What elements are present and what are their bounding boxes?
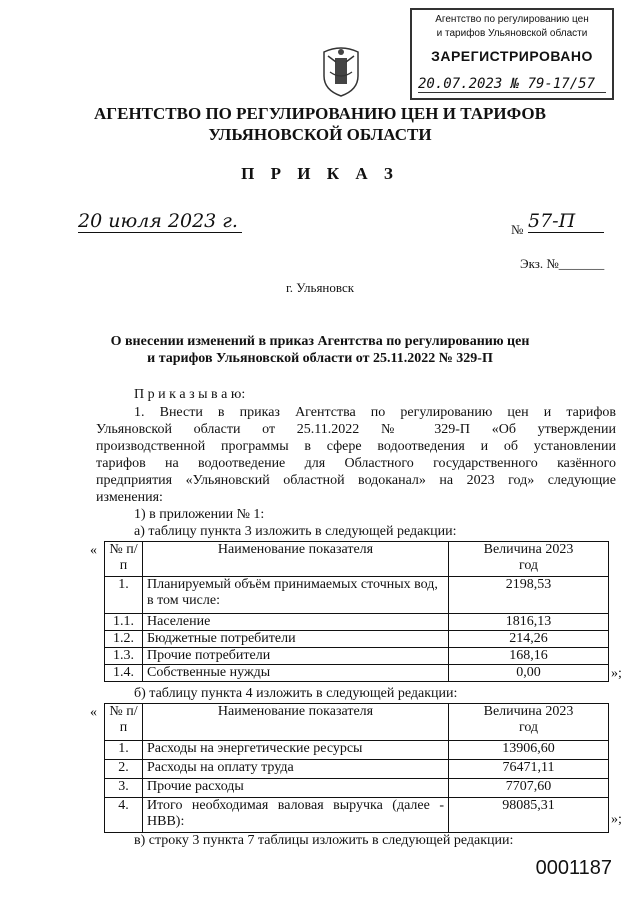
stamp-reg-number: 20.07.2023 № 79-17/57	[418, 76, 606, 93]
item-c: в) строку 3 пункта 7 таблицы изложить в следующей редакции:	[134, 833, 514, 848]
item-1: 1) в приложении № 1:	[134, 507, 265, 522]
para1-line1: 1. Внести в приказ Агентства по регулированию цен и тарифов	[134, 405, 616, 420]
table-cell: Прочие расходы	[143, 779, 449, 798]
table-cell: Бюджетные потребители	[143, 631, 449, 648]
stamp-status: ЗАРЕГИСТРИРОВАНО	[431, 48, 593, 64]
item-b: б) таблицу пункта 4 изложить в следующей редакции:	[134, 686, 458, 701]
subject-line1: О внесении изменений в приказ Агентства по регулированию цен	[110, 334, 530, 349]
city: г. Ульяновск	[285, 280, 355, 295]
table-cell: 1.3.	[105, 648, 143, 665]
para1-line4: тарифов на водоотведение для Областного государственного казённого	[96, 456, 616, 471]
para1-last: изменения:	[96, 490, 163, 505]
table-cell: 1.1.	[105, 614, 143, 631]
table-cell: 7707,60	[449, 779, 609, 798]
quote-open-2: «	[90, 705, 97, 720]
table1-header-num: № п/п	[105, 542, 143, 577]
stamp-line2: и тарифов Ульяновской области	[436, 28, 588, 39]
table-cell: Прочие потребители	[143, 648, 449, 665]
document-serial-number: 0001187	[535, 857, 612, 879]
table-cell: Итого необходимая валовая выручка (далее - НВВ):	[143, 798, 449, 833]
agency-title-line2: УЛЬЯНОВСКОЙ ОБЛАСТИ	[208, 125, 432, 144]
table-cell: 0,00	[449, 665, 609, 682]
table-cell: 76471,11	[449, 760, 609, 779]
table2-header-value: Величина 2023 год	[449, 704, 609, 741]
para1-line5: предприятия «Ульяновский областной водоканал» на 2023 год» следующие	[96, 473, 616, 488]
coat-of-arms-icon	[318, 42, 364, 98]
item-a: а) таблицу пункта 3 изложить в следующей редакции:	[134, 524, 457, 539]
table-cell: 2198,53	[449, 577, 609, 614]
agency-title-line1: АГЕНТСТВО ПО РЕГУЛИРОВАНИЮ ЦЕН И ТАРИФОВ	[94, 104, 546, 123]
para1-line2: Ульяновской области от 25.11.2022 № 329-П «Об утверждении	[96, 422, 616, 437]
table2-header-num: № п/п	[105, 704, 143, 741]
table-cell: 168,16	[449, 648, 609, 665]
number-prefix: №	[511, 222, 524, 237]
table1-header-value: Величина 2023 год	[449, 542, 609, 577]
table-cell: 1.	[105, 577, 143, 614]
subject-line2: и тарифов Ульяновской области от 25.11.2022 № 329-П	[147, 351, 493, 366]
order-word: П р и к а з ы в а ю:	[134, 387, 246, 402]
quote-close-2: »;	[611, 812, 622, 827]
document-type: П Р И К А З	[241, 164, 399, 183]
date-handwritten: 20 июля 2023 г.	[78, 210, 242, 233]
table-cell: Население	[143, 614, 449, 631]
copy-number: Экз. №_______	[520, 256, 605, 271]
table-cell: 2.	[105, 760, 143, 779]
table-cell: 1.2.	[105, 631, 143, 648]
registration-stamp	[410, 8, 614, 100]
para1-line3: производственной программы в сфере водоотведения и об установлении	[96, 439, 616, 454]
table1-header-name: Наименование показателя	[143, 542, 449, 577]
table2-header-name: Наименование показателя	[143, 704, 449, 741]
quote-open-1: «	[90, 543, 97, 558]
table-cell: 1816,13	[449, 614, 609, 631]
table-cell: 1.	[105, 741, 143, 760]
table-cell: Планируемый объём принимаемых сточных вод, в том числе:	[143, 577, 449, 614]
table-cell: Расходы на энергетические ресурсы	[143, 741, 449, 760]
table-costs	[104, 703, 609, 833]
table-cell: 4.	[105, 798, 143, 833]
table-cell: 1.4.	[105, 665, 143, 682]
table-cell: Собственные нужды	[143, 665, 449, 682]
quote-close-1: »;	[611, 666, 622, 681]
table-indicators-volume	[104, 541, 609, 682]
table-cell: 98085,31	[449, 798, 609, 833]
table-cell: 3.	[105, 779, 143, 798]
stamp-line1: Агентство по регулированию цен	[435, 14, 589, 25]
table-cell: 214,26	[449, 631, 609, 648]
table-cell: 13906,60	[449, 741, 609, 760]
number-handwritten: 57-П	[528, 210, 604, 233]
table-cell: Расходы на оплату труда	[143, 760, 449, 779]
